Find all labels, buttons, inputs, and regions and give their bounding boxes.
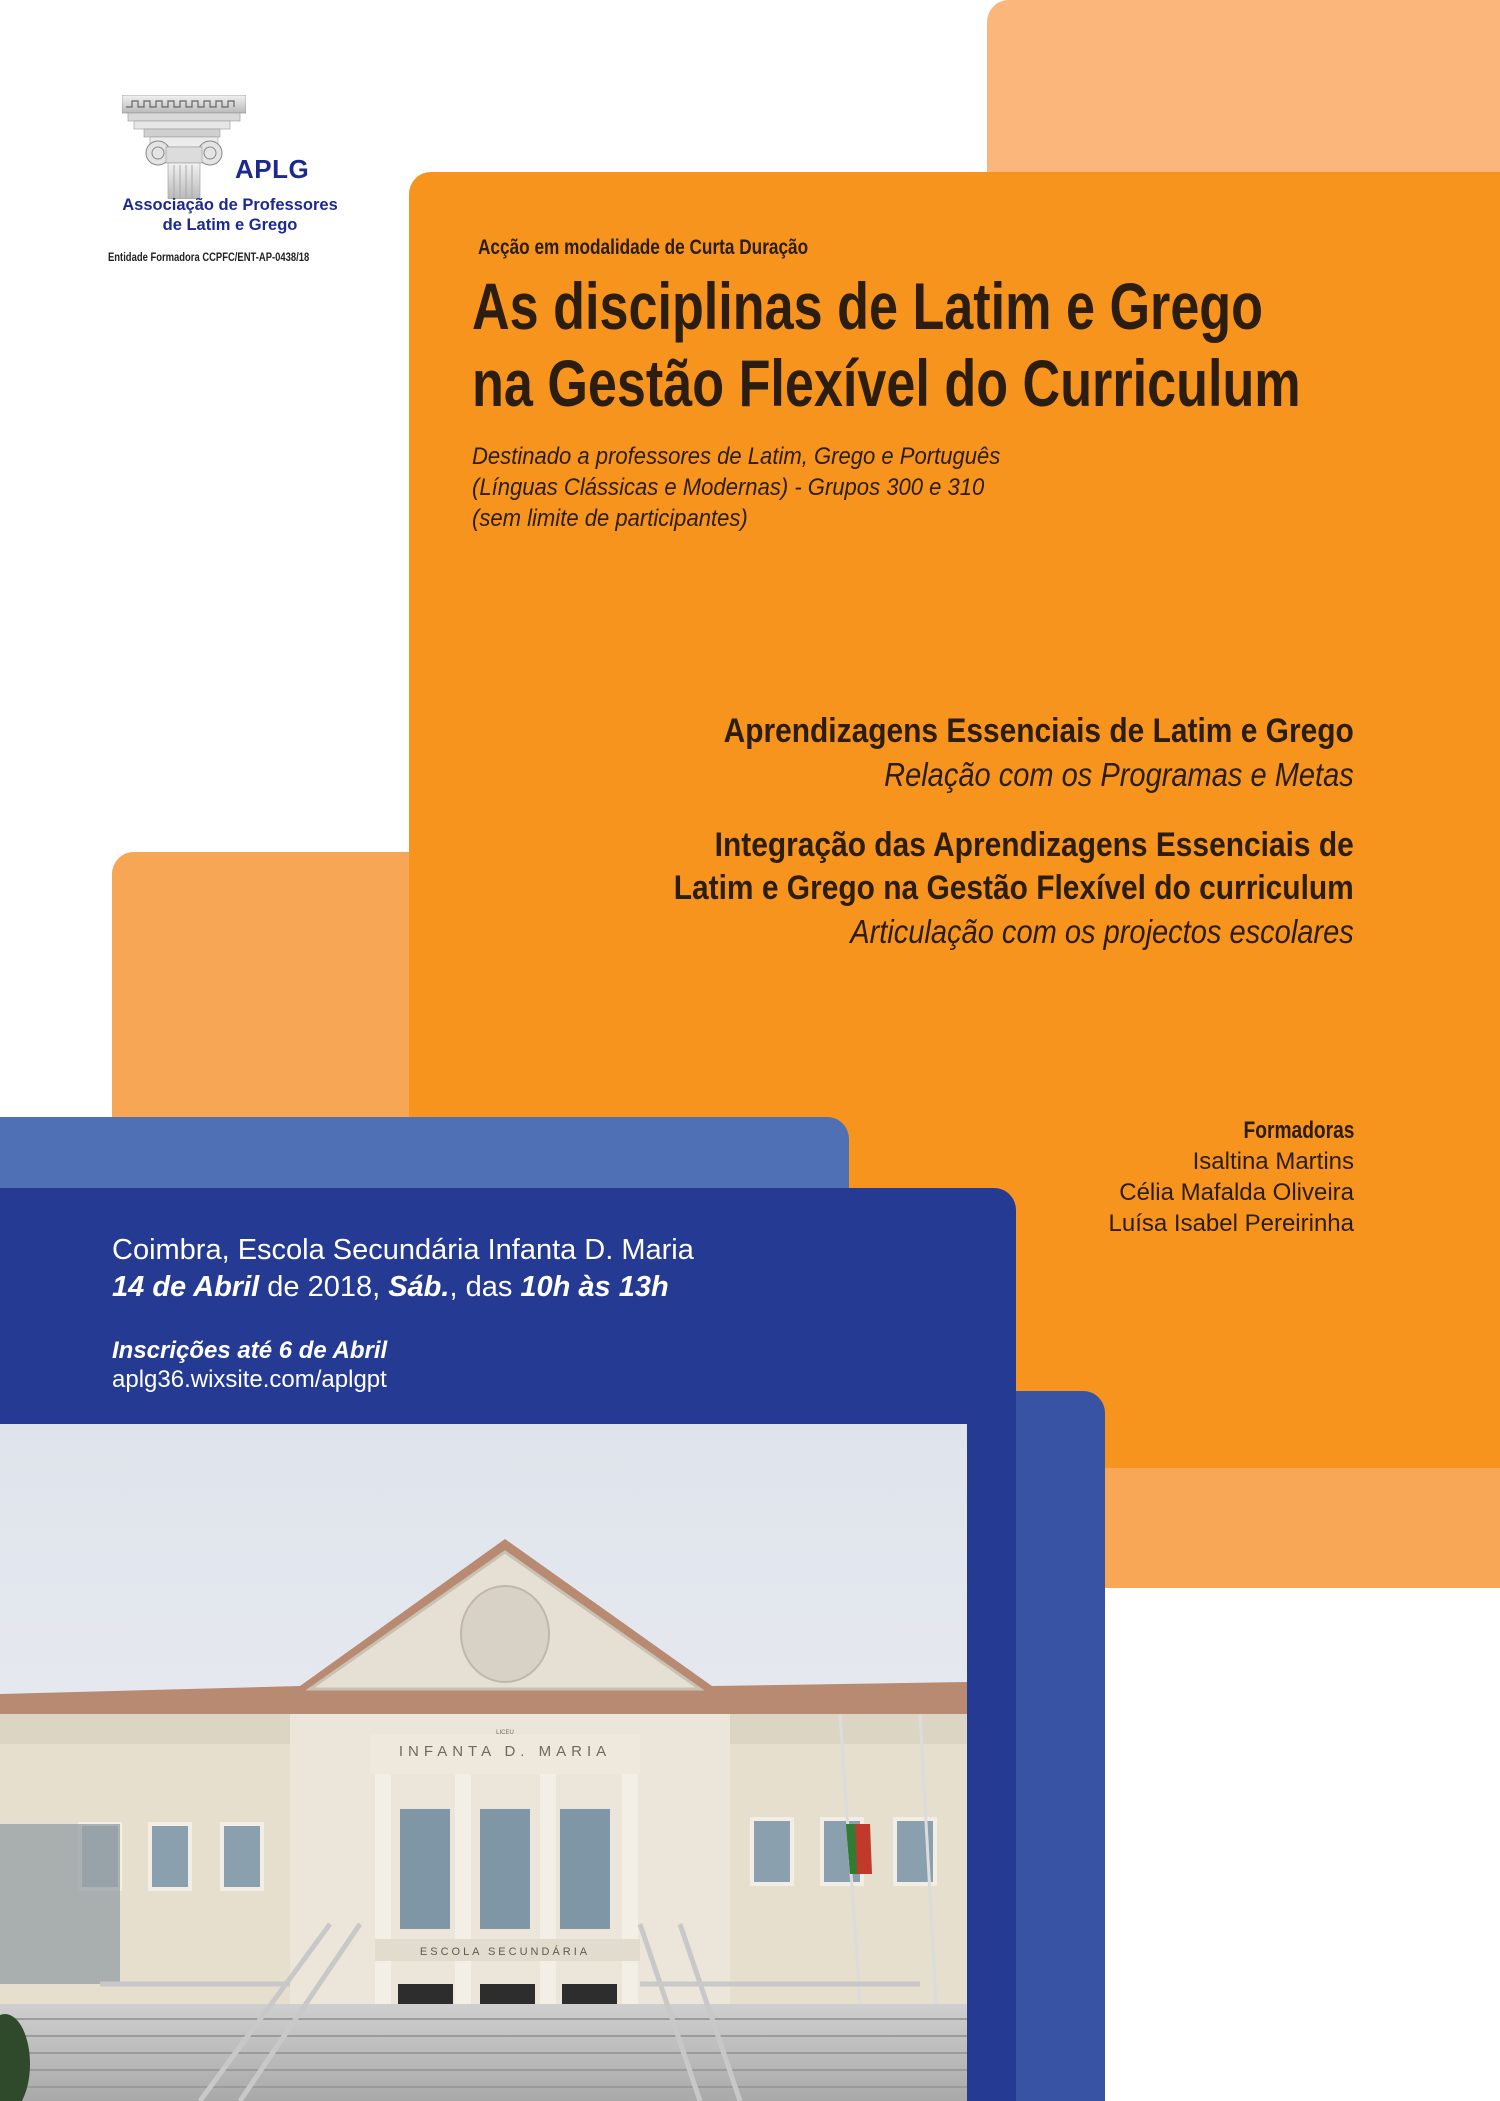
trainers-heading: Formadoras bbox=[1243, 1117, 1354, 1144]
event-info bbox=[112, 1232, 694, 1394]
building-illustration bbox=[0, 1424, 967, 2101]
inscription-lower: ESCOLA SECUNDÁRIA bbox=[419, 1946, 591, 1958]
page-title bbox=[472, 268, 1301, 422]
topic-heading: Aprendizagens Essenciais de Latim e Grego bbox=[723, 712, 1354, 750]
topic-heading: Integração das Aprendizagens Essenciais de bbox=[714, 826, 1354, 864]
logo-organization-name bbox=[100, 195, 360, 235]
topic-item bbox=[581, 710, 1354, 796]
event-date: 14 de Abril bbox=[112, 1271, 260, 1303]
event-weekday: Sáb. bbox=[388, 1271, 450, 1303]
topic-subtitle: Articulação com os projectos escolares bbox=[850, 913, 1354, 950]
orange-side-block bbox=[112, 852, 432, 1132]
audience-line-1: Destinado a professores de Latim, Grego e Português bbox=[472, 443, 1001, 470]
audience-line-3: (sem limite de participantes) bbox=[472, 505, 748, 532]
aplg-logo bbox=[100, 92, 380, 272]
peach-corner-block bbox=[987, 0, 1500, 200]
title-line-2: na Gestão Flexível do Curriculum bbox=[472, 346, 1301, 420]
trainer-name: Luísa Isabel Pereirinha bbox=[1108, 1210, 1354, 1237]
target-audience bbox=[472, 441, 1000, 534]
topic-item bbox=[581, 824, 1354, 953]
course-topics bbox=[581, 710, 1354, 953]
inscription-top: LICEU bbox=[496, 1730, 514, 1736]
course-type: Acção em modalidade de Curta Duração bbox=[478, 236, 809, 259]
audience-line-2: (Línguas Clássicas e Modernas) - Grupos 300 e 310 bbox=[472, 474, 985, 501]
title-line-1: As disciplinas de Latim e Grego bbox=[472, 269, 1264, 343]
inscription-main: INFANTA D. MARIA bbox=[398, 1743, 612, 1760]
event-datetime bbox=[112, 1269, 694, 1306]
website-link[interactable]: aplg36.wixsite.com/aplgpt bbox=[112, 1366, 387, 1393]
event-location: Coimbra, Escola Secundária Infanta D. Maria bbox=[112, 1234, 694, 1266]
logo-name-line-2: de Latim e Grego bbox=[162, 216, 298, 234]
registration-deadline: Inscrições até 6 de Abril bbox=[112, 1337, 388, 1364]
topic-subtitle: Relação com os Programas e Metas bbox=[884, 756, 1354, 793]
school-building-photo bbox=[0, 1424, 967, 2101]
event-time-prefix: , das bbox=[449, 1271, 521, 1303]
logo-name-line-1: Associação de Professores bbox=[122, 196, 338, 214]
event-year: de 2018, bbox=[259, 1271, 389, 1303]
trainer-name: Célia Mafalda Oliveira bbox=[1119, 1179, 1354, 1206]
trainers-list bbox=[1109, 1116, 1354, 1239]
event-time: 10h às 13h bbox=[520, 1271, 669, 1303]
trainer-name: Isaltina Martins bbox=[1192, 1148, 1354, 1175]
accreditation-code: Entidade Formadora CCPFC/ENT-AP-0438/18 bbox=[108, 252, 310, 264]
ionic-column-icon bbox=[122, 95, 246, 199]
logo-acronym: APLG bbox=[235, 154, 310, 184]
topic-heading: Latim e Grego na Gestão Flexível do curriculum bbox=[673, 869, 1354, 907]
